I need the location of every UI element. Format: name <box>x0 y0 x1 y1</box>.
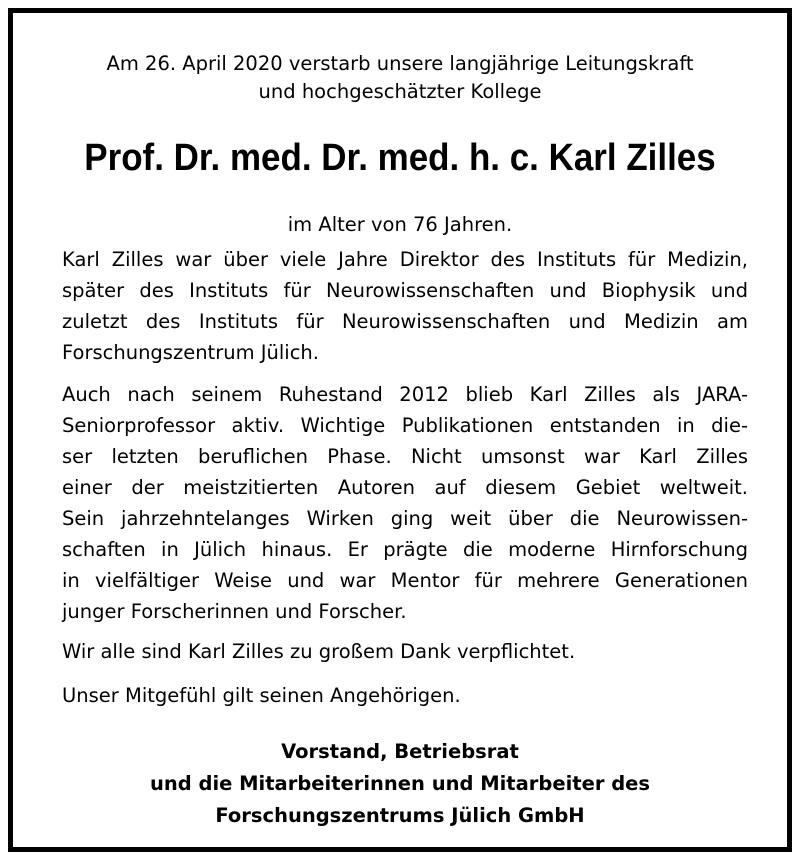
text-line: Forschungszentrum Jülich. <box>62 341 319 364</box>
paragraph-retirement <box>62 379 748 627</box>
text-line: Auch nach seinem Ruhestand 2012 blieb Karl Zilles als JARA- <box>62 383 748 406</box>
age-line: im Alter von 76 Jahren. <box>287 213 513 236</box>
paragraph-thanks <box>62 636 748 667</box>
text-line: später des Instituts für Neurowissenschaften und Biophysik und <box>62 279 748 302</box>
text-line: Karl Zilles war über viele Jahre Direktor des Instituts für Medizin, <box>62 248 748 271</box>
intro-text <box>13 50 787 106</box>
paragraph-career <box>62 244 748 368</box>
text-line: einer der meistzitierten Autoren auf diesem Gebiet weltweit. <box>62 476 748 499</box>
deceased-name: Prof. Dr. med. Dr. med. h. c. Karl Zilles <box>84 137 716 179</box>
text-line: Wir alle sind Karl Zilles zu großem Dank verpflichtet. <box>62 640 576 663</box>
intro-line: und hochgeschätzter Kollege <box>258 80 542 103</box>
signature-line: Forschungszentrums Jülich GmbH <box>215 804 585 827</box>
text-line: ser letzten beruflichen Phase. Nicht umsonst war Karl Zilles <box>62 445 748 468</box>
intro-line: Am 26. April 2020 verstarb unsere langjährige Leitungskraft <box>106 52 694 75</box>
text-line: in vielfältiger Weise und war Mentor für mehrere Generationen <box>62 569 748 592</box>
signature-line: und die Mitarbeiterinnen und Mitarbeiter des <box>149 772 651 795</box>
signature-block <box>13 736 787 832</box>
paragraph-condolence <box>62 680 748 711</box>
text-line: Seniorprofessor aktiv. Wichtige Publikationen entstanden in die- <box>62 414 748 437</box>
text-line: Sein jahrzehntelanges Wirken ging weit über die Neurowissen- <box>62 507 748 530</box>
text-line: junger Forscherinnen und Forscher. <box>62 600 407 623</box>
text-line: schaften in Jülich hinaus. Er prägte die moderne Hirnforschung <box>62 538 748 561</box>
text-line: Unser Mitgefühl gilt seinen Angehörigen. <box>62 684 461 707</box>
obituary-notice <box>8 8 792 852</box>
text-line: zuletzt des Instituts für Neurowissenschaften und Medizin am <box>62 310 748 333</box>
signature-line: Vorstand, Betriebsrat <box>281 740 519 763</box>
